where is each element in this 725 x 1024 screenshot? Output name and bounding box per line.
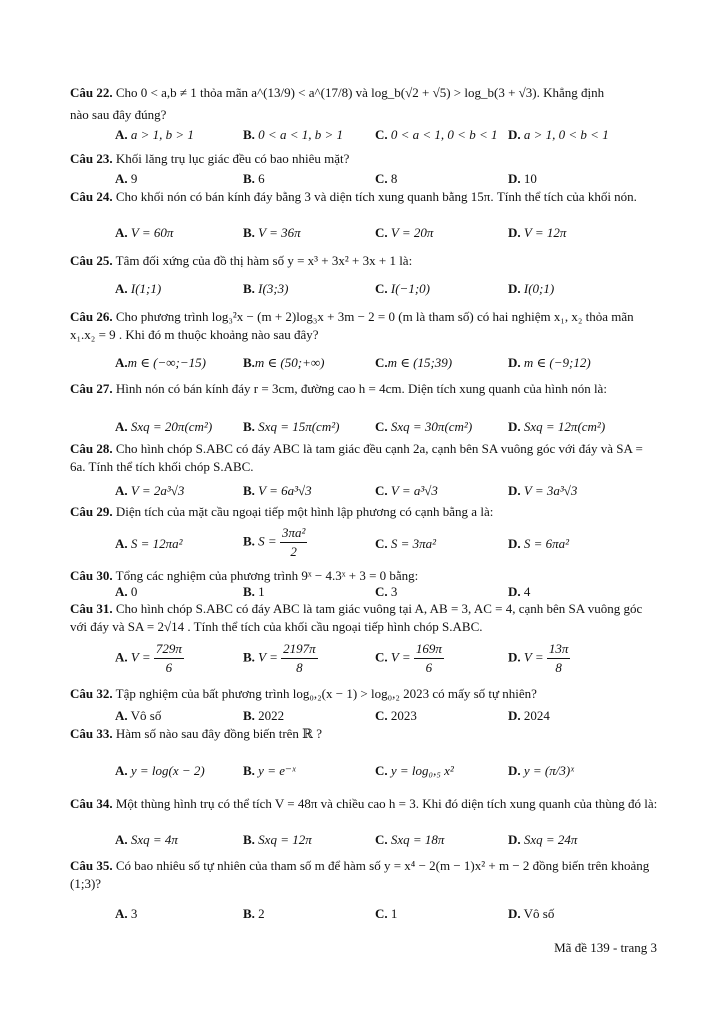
option-b: B. V = 36π (243, 225, 301, 240)
option-b: B. 6 (243, 171, 265, 186)
question-24: Câu 24. Cho khối nón có bán kính đáy bằng 3 và diện tích xung quanh bằng 15π. Tính thể tích của khối nón. (70, 189, 637, 204)
option-a: A. V = $\frac{729\pi}{6}$ (115, 641, 182, 675)
option-a: A. 9 (115, 171, 138, 186)
option-c: C. 8 (375, 171, 398, 186)
question-22-cont (70, 106, 660, 124)
question-text: nào sau đây đúng? (70, 107, 167, 122)
option-d: D. 2024 (508, 708, 550, 723)
option-d: D. V = $\frac{13\pi}{8}$ (508, 641, 569, 675)
question-28: Câu 28. Cho hình chóp S.ABC có đáy ABC là tam giác đều cạnh 2a, cạnh bên SA vuông góc với đáy và SA = 6a. Tính thể tích khối chóp S.ABC. (70, 441, 643, 474)
option-c: C. Sxq = 18π (375, 832, 445, 847)
page-footer: Mã đề 139 - trang 3 (554, 940, 657, 955)
option-d: D. Sxq = 24π (508, 832, 578, 847)
question-text: Cho 0 < a,b ≠ 1 thỏa mãn a^(13/9) < a^(17/8) và log_b(√2 + √5) > log_b(3 + √3). Khẳng định (115, 85, 605, 100)
option-b: B. 0 < a < 1, b > 1 (243, 127, 343, 142)
question-26: Câu 26. Cho phương trình log₃²x − (m + 2)log₃x + 3m − 2 = 0 (m là tham số) có hai nghiệm x₁, x₂ thỏa mãn x₁.x₂ = 9 . Khi đó m thuộc khoảng nào sau đây? (70, 309, 634, 342)
option-d: D. V = 3a³√3 (508, 483, 578, 498)
option-d: D. I(0;1) (508, 281, 555, 296)
option-d: D. m ∈ (−9;12) (508, 355, 591, 370)
option-d: D. a > 1, 0 < b < 1 (508, 127, 609, 142)
option-c: C.m ∈ (15;39) (375, 355, 453, 370)
option-c: C. I(−1;0) (375, 281, 430, 296)
option-b: B. 2022 (243, 708, 285, 723)
question-25: Câu 25. Tâm đối xứng của đồ thị hàm số y = x³ + 3x² + 3x + 1 là: (70, 253, 413, 268)
option-b: B. 1 (243, 584, 265, 599)
option-b: B. S = $\frac{\text{3πa²}}{2}$ (243, 525, 306, 559)
option-c: C. 0 < a < 1, 0 < b < 1 (375, 127, 498, 142)
question-33: Câu 33. Hàm số nào sau đây đồng biến trên ℝ ? (70, 726, 322, 741)
option-a: A. a > 1, b > 1 (115, 127, 194, 142)
question-number: Câu 22. (70, 85, 113, 100)
option-d: D. V = 12π (508, 225, 567, 240)
option-a: A. V = 60π (115, 225, 174, 240)
option-c: C. V = $\frac{169\pi}{6}$ (375, 641, 442, 675)
option-a: A. Vô số (115, 708, 162, 723)
question-23: Câu 23. Khối lăng trụ lục giác đều có bao nhiêu mặt? (70, 151, 350, 166)
option-a: A. Sxq = 4π (115, 832, 178, 847)
option-b: B. Sxq = 12π (243, 832, 312, 847)
option-d: D. 4 (508, 584, 531, 599)
question-34: Câu 34. Một thùng hình trụ có thể tích V = 48π và chiều cao h = 3. Khi đó diện tích xung quanh của thùng đó là: (70, 796, 658, 811)
option-d: D. S = 6πa² (508, 536, 570, 551)
option-d: D. Sxq = 12π(cm²) (508, 419, 606, 434)
question-31: Câu 31. Cho hình chóp S.ABC có đáy ABC là tam giác vuông tại A, AB = 3, AC = 4, cạnh bên SA vuông góc với đáy và SA = 2√14 . Tính thể tích của khối cầu ngoại tiếp hình chóp S.ABC. (70, 601, 643, 634)
option-b: B. I(3;3) (243, 281, 289, 296)
option-c: C. 3 (375, 584, 398, 599)
option-d: D. y = (π/3)ˣ (508, 763, 574, 778)
option-c: C. S = 3πa² (375, 536, 437, 551)
option-a: A.m ∈ (−∞;−15) (115, 355, 206, 370)
question-22 (70, 84, 660, 102)
option-a: A. 0 (115, 584, 138, 599)
option-b: B.m ∈ (50;+∞) (243, 355, 325, 370)
option-c: C. V = a³√3 (375, 483, 438, 498)
option-b: B. 2 (243, 906, 265, 921)
option-a: A. S = 12πa² (115, 536, 183, 551)
option-c: C. y = log₀,₅ x² (375, 763, 454, 778)
option-b: B. Sxq = 15π(cm²) (243, 419, 340, 434)
option-d: D. Vô số (508, 906, 555, 921)
question-29: Câu 29. Diện tích của mặt cầu ngoại tiếp một hình lập phương có cạnh bằng a là: (70, 504, 494, 519)
question-27: Câu 27. Hình nón có bán kính đáy r = 3cm, đường cao h = 4cm. Diện tích xung quanh của hình nón là: (70, 381, 607, 396)
option-a: A. V = 2a³√3 (115, 483, 185, 498)
option-a: A. Sxq = 20π(cm²) (115, 419, 213, 434)
option-b: B. V = 6a³√3 (243, 483, 312, 498)
option-d: D. 10 (508, 171, 537, 186)
question-32: Câu 32. Tập nghiệm của bất phương trình log₀,₂(x − 1) > log₀,₂ 2023 có mấy số tự nhiên? (70, 686, 537, 701)
option-a: A. y = log(x − 2) (115, 763, 205, 778)
option-c: C. V = 20π (375, 225, 434, 240)
option-b: B. V = $\frac{2197\pi}{8}$ (243, 641, 316, 675)
option-a: A. 3 (115, 906, 138, 921)
option-a: A. I(1;1) (115, 281, 162, 296)
option-c: C. 1 (375, 906, 398, 921)
option-c: C. 2023 (375, 708, 417, 723)
option-c: C. Sxq = 30π(cm²) (375, 419, 473, 434)
question-35: Câu 35. Có bao nhiêu số tự nhiên của tham số m để hàm số y = x⁴ − 2(m − 1)x² + m − 2 đồng biến trên khoảng (1;3)? (70, 858, 650, 891)
question-30: Câu 30. Tổng các nghiệm của phương trình 9ˣ − 4.3ˣ + 3 = 0 bằng: (70, 568, 419, 583)
option-b: B. y = e⁻ˣ (243, 763, 296, 778)
